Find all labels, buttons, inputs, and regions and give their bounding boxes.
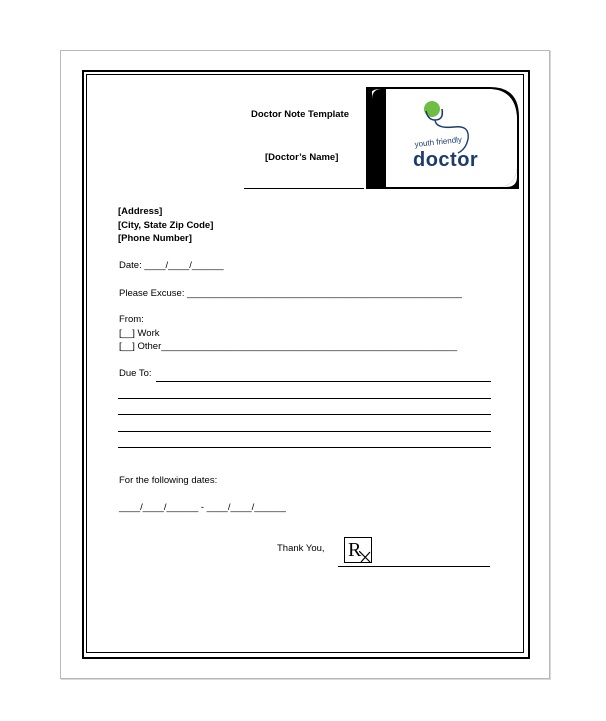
please-excuse-field: Please Excuse: ____________________________________________________: [119, 288, 462, 299]
other-option: [__] Other________________________________________________________: [119, 341, 458, 352]
logo-wordmark: doctor: [413, 149, 479, 171]
following-dates-label: For the following dates:: [119, 475, 218, 486]
rx-cross-icon: [359, 551, 371, 563]
from-label: From:: [119, 314, 144, 325]
address-field: [Address]: [118, 206, 163, 217]
due-to-line-5: [118, 447, 491, 448]
rx-stamp: [344, 537, 372, 563]
due-to-label: Due To:: [119, 368, 152, 379]
doctor-name: [Doctor’s Name]: [265, 152, 339, 163]
due-to-line-2: [118, 398, 491, 399]
logo: [366, 87, 519, 189]
due-to-line-3: [118, 414, 491, 415]
signature-line: [338, 566, 490, 567]
logo-tagline: youth friendly: [414, 135, 463, 149]
dates-range-field: ____/____/______ - ____/____/______: [119, 502, 286, 513]
date-field: Date: ____/____/______: [119, 260, 224, 271]
phone-number-field: [Phone Number]: [118, 233, 192, 244]
document-title: Doctor Note Template: [251, 109, 350, 120]
due-to-line-4: [118, 431, 491, 432]
doctor-signature-line: [244, 188, 364, 189]
thank-you-text: Thank You,: [277, 543, 325, 554]
due-to-line-1: [156, 381, 491, 382]
city-state-zip-field: [City, State Zip Code]: [118, 220, 214, 231]
rx-letter: R: [348, 539, 362, 561]
work-option: [__] Work: [119, 328, 160, 339]
